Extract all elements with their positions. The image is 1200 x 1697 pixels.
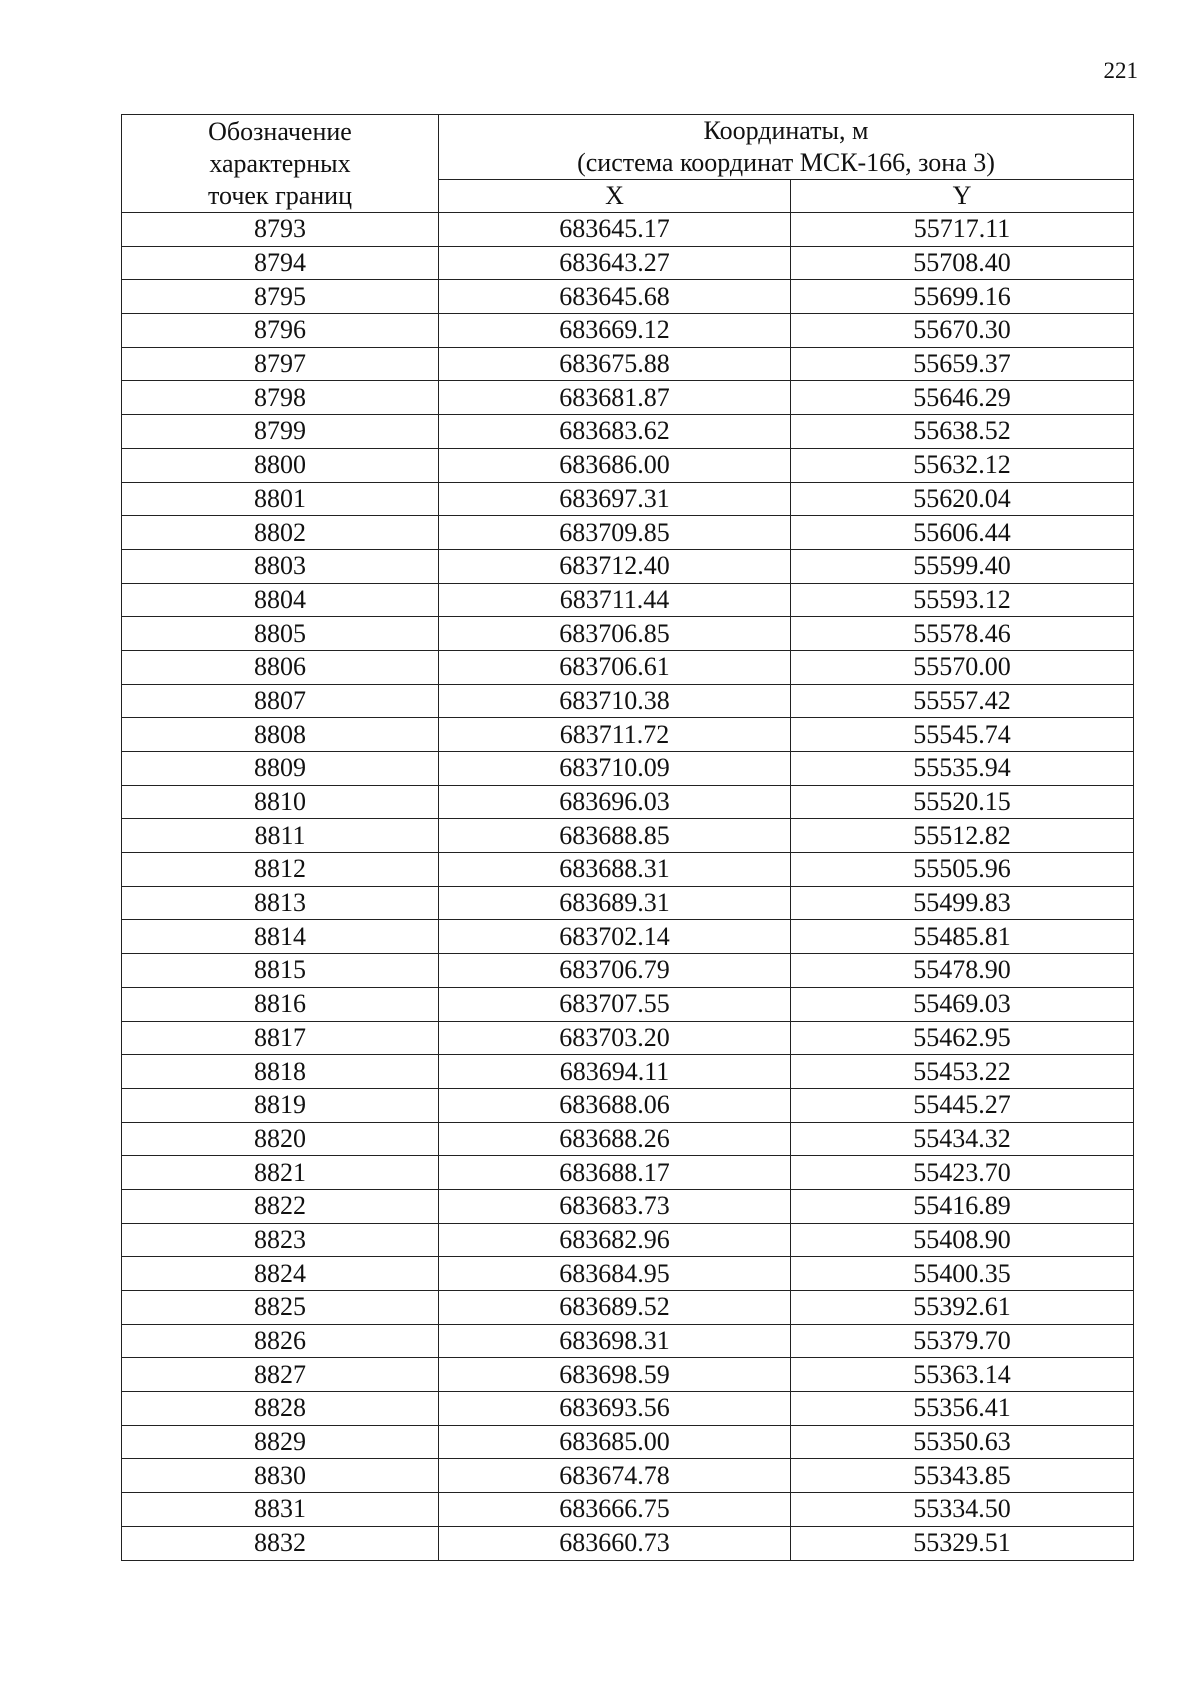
y-coordinate-cell: 55570.00	[791, 650, 1134, 684]
y-coordinate-cell: 55356.41	[791, 1392, 1134, 1426]
point-id-cell: 8832	[122, 1526, 439, 1560]
point-id-cell: 8804	[122, 583, 439, 617]
x-coordinate-cell: 683688.85	[439, 819, 791, 853]
point-id-cell: 8803	[122, 549, 439, 583]
y-coordinate-cell: 55434.32	[791, 1122, 1134, 1156]
point-id-cell: 8831	[122, 1493, 439, 1527]
y-coordinate-cell: 55469.03	[791, 987, 1134, 1021]
point-id-cell: 8820	[122, 1122, 439, 1156]
x-coordinate-cell: 683712.40	[439, 549, 791, 583]
table-row	[122, 718, 1134, 752]
x-coordinate-cell: 683682.96	[439, 1223, 791, 1257]
y-coordinate-cell: 55699.16	[791, 280, 1134, 314]
table-row	[122, 381, 1134, 415]
point-id-cell: 8830	[122, 1459, 439, 1493]
table-row	[122, 1526, 1134, 1560]
y-coordinate-cell: 55505.96	[791, 853, 1134, 887]
table-row	[122, 1122, 1134, 1156]
table-row	[122, 583, 1134, 617]
point-id-cell: 8805	[122, 617, 439, 651]
table-row	[122, 1493, 1134, 1527]
x-coordinate-cell: 683711.72	[439, 718, 791, 752]
y-coordinate-cell: 55329.51	[791, 1526, 1134, 1560]
table-row	[122, 1223, 1134, 1257]
y-coordinate-cell: 55379.70	[791, 1324, 1134, 1358]
x-coordinate-cell: 683698.59	[439, 1358, 791, 1392]
y-column-header: Y	[791, 180, 1134, 213]
x-coordinate-cell: 683683.73	[439, 1189, 791, 1223]
point-id-cell: 8827	[122, 1358, 439, 1392]
y-coordinate-cell: 55343.85	[791, 1459, 1134, 1493]
point-id-cell: 8818	[122, 1055, 439, 1089]
x-coordinate-cell: 683660.73	[439, 1526, 791, 1560]
y-coordinate-cell: 55638.52	[791, 415, 1134, 449]
x-coordinate-cell: 683694.11	[439, 1055, 791, 1089]
x-coordinate-cell: 683683.62	[439, 415, 791, 449]
table-row	[122, 1156, 1134, 1190]
y-coordinate-cell: 55453.22	[791, 1055, 1134, 1089]
table-row	[122, 886, 1134, 920]
y-coordinate-cell: 55632.12	[791, 448, 1134, 482]
point-id-cell: 8800	[122, 448, 439, 482]
point-id-cell: 8815	[122, 954, 439, 988]
y-coordinate-cell: 55646.29	[791, 381, 1134, 415]
y-coordinate-cell: 55606.44	[791, 516, 1134, 550]
y-coordinate-cell: 55659.37	[791, 347, 1134, 381]
x-coordinate-cell: 683685.00	[439, 1425, 791, 1459]
x-coordinate-cell: 683693.56	[439, 1392, 791, 1426]
table-row	[122, 246, 1134, 280]
point-id-cell: 8824	[122, 1257, 439, 1291]
x-coordinate-cell: 683688.26	[439, 1122, 791, 1156]
table-row	[122, 1055, 1134, 1089]
point-id-cell: 8795	[122, 280, 439, 314]
point-id-cell: 8819	[122, 1088, 439, 1122]
table-row	[122, 954, 1134, 988]
y-coordinate-cell: 55535.94	[791, 752, 1134, 786]
point-id-cell: 8813	[122, 886, 439, 920]
y-coordinate-cell: 55334.50	[791, 1493, 1134, 1527]
y-coordinate-cell: 55670.30	[791, 314, 1134, 348]
y-coordinate-cell: 55578.46	[791, 617, 1134, 651]
point-id-cell: 8812	[122, 853, 439, 887]
x-coordinate-cell: 683697.31	[439, 482, 791, 516]
x-coordinate-cell: 683684.95	[439, 1257, 791, 1291]
y-coordinate-cell: 55416.89	[791, 1189, 1134, 1223]
table-row	[122, 987, 1134, 1021]
point-header-line: характерных	[209, 148, 351, 178]
y-coordinate-cell: 55462.95	[791, 1021, 1134, 1055]
table-row	[122, 785, 1134, 819]
y-coordinate-cell: 55520.15	[791, 785, 1134, 819]
point-id-cell: 8811	[122, 819, 439, 853]
table-row	[122, 1189, 1134, 1223]
x-coordinate-cell: 683706.79	[439, 954, 791, 988]
point-id-cell: 8822	[122, 1189, 439, 1223]
coordinates-header-line: Координаты, м	[703, 116, 869, 145]
x-coordinate-cell: 683706.61	[439, 650, 791, 684]
x-coordinate-cell: 683681.87	[439, 381, 791, 415]
y-coordinate-cell: 55400.35	[791, 1257, 1134, 1291]
table-row	[122, 1358, 1134, 1392]
x-coordinate-cell: 683710.38	[439, 684, 791, 718]
y-coordinate-cell: 55717.11	[791, 213, 1134, 247]
point-id-cell: 8814	[122, 920, 439, 954]
y-coordinate-cell: 55708.40	[791, 246, 1134, 280]
point-id-cell: 8828	[122, 1392, 439, 1426]
x-coordinate-cell: 683674.78	[439, 1459, 791, 1493]
coordinates-header-line: (система координат МСК-166, зона 3)	[577, 148, 995, 177]
y-coordinate-cell: 55485.81	[791, 920, 1134, 954]
x-coordinate-cell: 683710.09	[439, 752, 791, 786]
x-coordinate-cell: 683688.06	[439, 1088, 791, 1122]
y-coordinate-cell: 55499.83	[791, 886, 1134, 920]
x-coordinate-cell: 683696.03	[439, 785, 791, 819]
point-id-cell: 8817	[122, 1021, 439, 1055]
point-id-cell: 8826	[122, 1324, 439, 1358]
table-row	[122, 1459, 1134, 1493]
table-row	[122, 684, 1134, 718]
x-coordinate-cell: 683669.12	[439, 314, 791, 348]
x-coordinate-cell: 683711.44	[439, 583, 791, 617]
y-coordinate-cell: 55445.27	[791, 1088, 1134, 1122]
point-designation-header	[122, 115, 439, 213]
x-coordinate-cell: 683703.20	[439, 1021, 791, 1055]
y-coordinate-cell: 55557.42	[791, 684, 1134, 718]
y-coordinate-cell: 55593.12	[791, 583, 1134, 617]
point-id-cell: 8794	[122, 246, 439, 280]
x-coordinate-cell: 683698.31	[439, 1324, 791, 1358]
x-column-header: X	[439, 180, 791, 213]
table-row	[122, 1425, 1134, 1459]
table-row	[122, 516, 1134, 550]
x-coordinate-cell: 683688.31	[439, 853, 791, 887]
point-id-cell: 8808	[122, 718, 439, 752]
x-coordinate-cell: 683643.27	[439, 246, 791, 280]
point-id-cell: 8797	[122, 347, 439, 381]
table-row	[122, 1021, 1134, 1055]
table-row	[122, 752, 1134, 786]
point-id-cell: 8798	[122, 381, 439, 415]
table-header	[122, 115, 1134, 213]
point-header-line: Обозначение	[208, 116, 352, 146]
y-coordinate-cell: 55620.04	[791, 482, 1134, 516]
table-row	[122, 1088, 1134, 1122]
x-coordinate-cell: 683707.55	[439, 987, 791, 1021]
y-coordinate-cell: 55545.74	[791, 718, 1134, 752]
x-coordinate-cell: 683666.75	[439, 1493, 791, 1527]
x-coordinate-cell: 683702.14	[439, 920, 791, 954]
y-coordinate-cell: 55423.70	[791, 1156, 1134, 1190]
point-id-cell: 8823	[122, 1223, 439, 1257]
point-id-cell: 8816	[122, 987, 439, 1021]
point-id-cell: 8809	[122, 752, 439, 786]
y-coordinate-cell: 55408.90	[791, 1223, 1134, 1257]
table-row	[122, 920, 1134, 954]
table-row	[122, 415, 1134, 449]
point-id-cell: 8802	[122, 516, 439, 550]
table-row	[122, 617, 1134, 651]
table-row	[122, 448, 1134, 482]
table-row	[122, 549, 1134, 583]
y-coordinate-cell: 55350.63	[791, 1425, 1134, 1459]
x-coordinate-cell: 683645.17	[439, 213, 791, 247]
point-id-cell: 8810	[122, 785, 439, 819]
y-coordinate-cell: 55599.40	[791, 549, 1134, 583]
point-id-cell: 8799	[122, 415, 439, 449]
y-coordinate-cell: 55363.14	[791, 1358, 1134, 1392]
table-row	[122, 1257, 1134, 1291]
table-row	[122, 314, 1134, 348]
point-id-cell: 8806	[122, 650, 439, 684]
x-coordinate-cell: 683689.52	[439, 1291, 791, 1325]
table-row	[122, 819, 1134, 853]
x-coordinate-cell: 683675.88	[439, 347, 791, 381]
table-row	[122, 1392, 1134, 1426]
y-coordinate-cell: 55478.90	[791, 954, 1134, 988]
x-coordinate-cell: 683688.17	[439, 1156, 791, 1190]
x-coordinate-cell: 683706.85	[439, 617, 791, 651]
coordinates-table	[121, 114, 1134, 1561]
x-coordinate-cell: 683686.00	[439, 448, 791, 482]
point-id-cell: 8801	[122, 482, 439, 516]
y-coordinate-cell: 55512.82	[791, 819, 1134, 853]
point-id-cell: 8825	[122, 1291, 439, 1325]
point-id-cell: 8796	[122, 314, 439, 348]
point-id-cell: 8807	[122, 684, 439, 718]
table-row	[122, 1324, 1134, 1358]
table-row	[122, 213, 1134, 247]
page-number: 221	[1103, 58, 1138, 83]
table-row	[122, 650, 1134, 684]
coordinates-header	[439, 115, 1134, 180]
point-id-cell: 8793	[122, 213, 439, 247]
point-header-line: точек границ	[207, 180, 353, 210]
point-id-cell: 8829	[122, 1425, 439, 1459]
table-row	[122, 1291, 1134, 1325]
table-row	[122, 482, 1134, 516]
point-id-cell: 8821	[122, 1156, 439, 1190]
table-row	[122, 853, 1134, 887]
table-row	[122, 347, 1134, 381]
x-coordinate-cell: 683689.31	[439, 886, 791, 920]
y-coordinate-cell: 55392.61	[791, 1291, 1134, 1325]
x-coordinate-cell: 683709.85	[439, 516, 791, 550]
table-row	[122, 280, 1134, 314]
table-body	[122, 213, 1134, 1561]
x-coordinate-cell: 683645.68	[439, 280, 791, 314]
